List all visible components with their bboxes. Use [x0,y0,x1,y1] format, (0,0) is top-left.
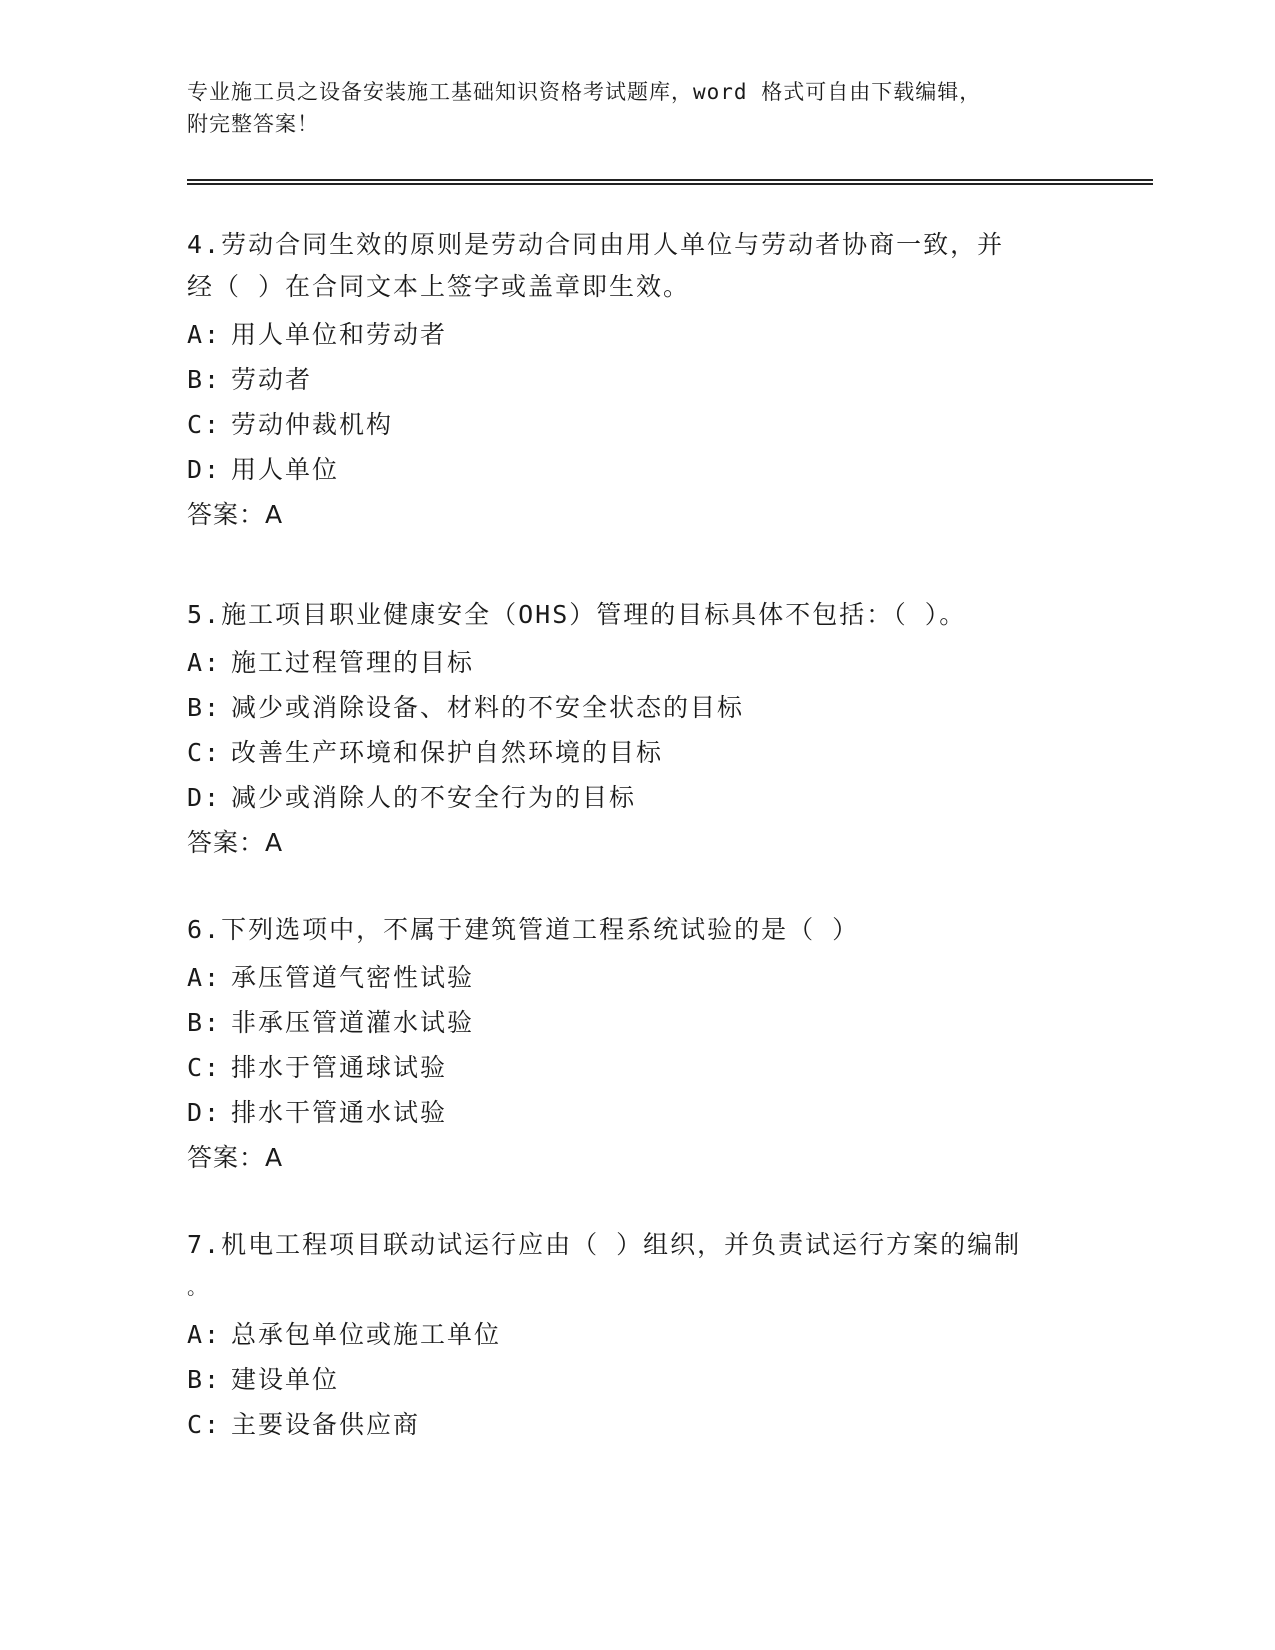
option-b [187,685,1087,730]
option-letter: C: [187,738,222,767]
question-5 [187,590,1087,865]
option-letter: B: [187,1365,222,1394]
option-d [187,1090,1087,1135]
option-d [187,447,1087,492]
option-letter: A: [187,963,222,992]
header-line-2: 附完整答案！ [187,112,319,136]
option-text: 用人单位 [231,455,340,484]
option-a [187,955,1087,1000]
option-b [187,1000,1087,1045]
document-header [187,76,1087,140]
option-text: 非承压管道灌水试验 [231,1008,475,1037]
option-text: 劳动仲裁机构 [231,410,394,439]
option-text: 主要设备供应商 [231,1410,421,1439]
option-letter: B: [187,1008,222,1037]
option-letter: A: [187,1320,222,1349]
option-text: 减少或消除设备、材料的不安全状态的目标 [231,693,745,722]
option-text: 建设单位 [231,1365,340,1394]
option-letter: C: [187,1053,222,1082]
option-a [187,312,1087,357]
option-c [187,402,1087,447]
question-4 [187,220,1087,537]
option-c [187,1402,1087,1447]
answer-line: 答案：A [187,1143,284,1172]
question-stem-line-1: 6.下列选项中，不属于建筑管道工程系统试验的是（ ） [187,915,860,944]
option-letter: D: [187,455,222,484]
question-stem-line-1: 7.机电工程项目联动试运行应由（ ）组织，并负责试运行方案的编制 [187,1230,1022,1259]
option-letter: C: [187,1410,222,1439]
option-b [187,357,1087,402]
header-line-1: 专业施工员之设备安装施工基础知识资格考试题库，word 格式可自由下载编辑， [187,80,982,104]
option-text: 改善生产环境和保护自然环境的目标 [231,738,664,767]
option-letter: C: [187,410,222,439]
option-letter: D: [187,1098,222,1127]
question-stem-line-1: 5.施工项目职业健康安全（OHS）管理的目标具体不包括：（ ）。 [187,600,967,629]
option-text: 劳动者 [231,365,313,394]
answer-line: 答案：A [187,828,284,857]
option-text: 用人单位和劳动者 [231,320,448,349]
question-6 [187,905,1087,1180]
option-d [187,775,1087,820]
option-text: 排水干管通水试验 [231,1098,448,1127]
question-7 [187,1220,1087,1447]
option-c [187,1045,1087,1090]
option-text: 施工过程管理的目标 [231,648,475,677]
option-letter: A: [187,648,222,677]
option-text: 总承包单位或施工单位 [231,1320,502,1349]
option-a [187,640,1087,685]
option-letter: A: [187,320,222,349]
question-stem-line-2: 。 [187,1275,209,1299]
option-letter: B: [187,693,222,722]
option-text: 减少或消除人的不安全行为的目标 [231,783,637,812]
option-letter: D: [187,783,222,812]
option-b [187,1357,1087,1402]
header-divider [187,179,1153,185]
option-a [187,1312,1087,1357]
question-stem-line-1: 4.劳动合同生效的原则是劳动合同由用人单位与劳动者协商一致，并 [187,230,1005,259]
option-letter: B: [187,365,222,394]
option-text: 承压管道气密性试验 [231,963,475,992]
option-text: 排水于管通球试验 [231,1053,448,1082]
question-stem-line-2: 经（ ）在合同文本上签字或盖章即生效。 [187,272,691,301]
answer-line: 答案：A [187,500,284,529]
option-c [187,730,1087,775]
